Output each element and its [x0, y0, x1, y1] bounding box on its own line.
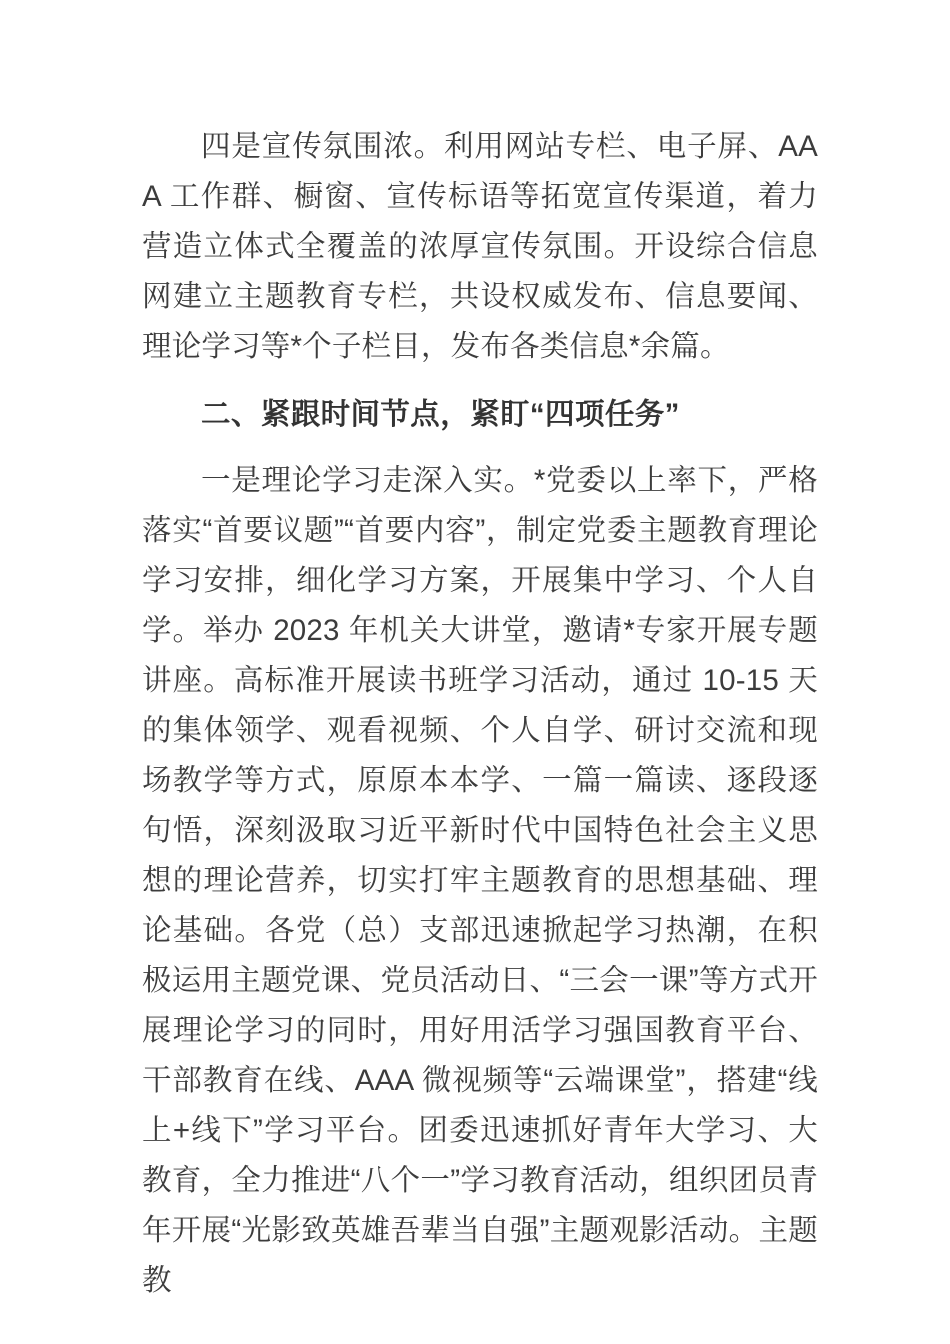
document-body: [142, 122, 818, 1306]
paragraph-propaganda-atmosphere: 四是宣传氛围浓。利用网站专栏、电子屏、AAA 工作群、橱窗、宣传标语等拓宽宣传渠道，着力营造立体式全覆盖的浓厚宣传氛围。开设综合信息网建立主题教育专栏，共设权威发布、信息要闻、理论学习等*个子栏目，发布各类信息*余篇。: [142, 130, 818, 363]
heading-section-two: 二、紧跟时间节点，紧盯“四项任务”: [201, 398, 680, 431]
paragraph-theory-study: 一是理论学习走深入实。*党委以上率下，严格落实“首要议题”“首要内容”，制定党委主题教育理论学习安排，细化学习方案，开展集中学习、个人自学。举办 2023 年机关大讲堂，邀请*专家开展专题讲座。高标准开展读书班学习活动，通过 10-15 天的集体领学、观看视频、个人自学、研讨交流和现场教学等方式，原原本本学、一篇一篇读、逐段逐句悟，深刻汲取习近平新时代中国特色社会主义思想的理论营养，切实打牢主题教育的思想基础、理论基础。各党（总）支部迅速掀起学习热潮，在积极运用主题党课、党员活动日、“三会一课”等方式开展理论学习的同时，用好用活学习强国教育平台、干部教育在线、AAA 微视频等“云端课堂”，搭建“线上+线下”学习平台。团委迅速抓好青年大学习、大教育，全力推进“八个一”学习教育活动，组织团员青年开展“光影致英雄吾辈当自强”主题观影活动。主题教: [142, 464, 818, 1297]
